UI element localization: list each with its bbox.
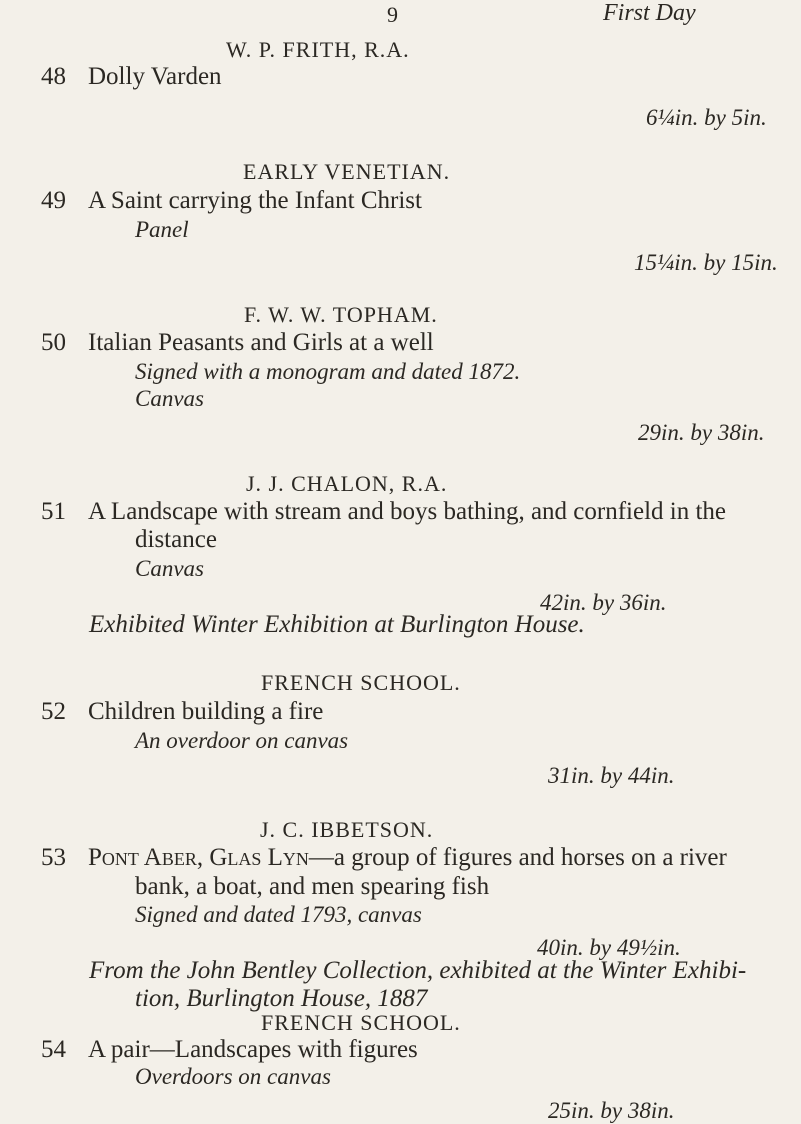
lot-number: 52 xyxy=(41,698,66,725)
lot-title xyxy=(88,844,727,872)
lot-title: Dolly Varden xyxy=(88,63,222,90)
lot-title-description: —a group of figures and horses on a river xyxy=(308,844,727,871)
lot-medium: Panel xyxy=(135,217,189,242)
lot-signature: Signed and dated 1793, canvas xyxy=(135,902,422,927)
lot-title-place: Pont Aber, Glas Lyn xyxy=(88,844,309,871)
lot-number: 49 xyxy=(41,187,66,214)
lot-dimensions: 25in. by 38in. xyxy=(548,1098,675,1123)
artist-name: J. J. CHALON, R.A. xyxy=(246,471,448,496)
lot-medium: Canvas xyxy=(135,386,204,411)
lot-title-continued: distance xyxy=(135,526,217,553)
lot-number: 48 xyxy=(41,63,66,90)
lot-title: A pair—Landscapes with figures xyxy=(88,1036,418,1063)
lot-number: 53 xyxy=(41,844,66,871)
lot-medium: Canvas xyxy=(135,556,204,581)
lot-provenance-note-line2: tion, Burlington House, 1887 xyxy=(135,985,428,1012)
artist-name: J. C. IBBETSON. xyxy=(260,817,434,842)
lot-exhibition-note: Exhibited Winter Exhibition at Burlington House. xyxy=(89,611,585,638)
lot-medium: An overdoor on canvas xyxy=(135,728,349,753)
lot-dimensions: 31in. by 44in. xyxy=(548,763,675,788)
lot-dimensions: 40in. by 49½in. xyxy=(537,935,681,960)
lot-dimensions: 42in. by 36in. xyxy=(540,590,667,615)
artist-name: F. W. W. TOPHAM. xyxy=(244,302,438,327)
lot-title: A Landscape with stream and boys bathing, and cornfield in the xyxy=(88,498,727,525)
lot-number: 54 xyxy=(41,1036,66,1063)
artist-name: W. P. FRITH, R.A. xyxy=(226,37,410,62)
lot-title: Italian Peasants and Girls at a well xyxy=(88,329,434,356)
section-header: First Day xyxy=(603,0,696,26)
lot-provenance-note-line1: From the John Bentley Collection, exhibited at the Winter Exhibi- xyxy=(89,957,747,984)
lot-signature: Signed with a monogram and dated 1872. xyxy=(135,359,521,384)
lot-number: 51 xyxy=(41,498,66,525)
lot-medium: Overdoors on canvas xyxy=(135,1064,331,1089)
lot-title: Children building a fire xyxy=(88,698,324,725)
artist-name: FRENCH SCHOOL. xyxy=(261,670,461,695)
page-number: 9 xyxy=(387,2,398,27)
lot-dimensions: 6¼in. by 5in. xyxy=(646,105,767,130)
artist-name: EARLY VENETIAN. xyxy=(243,159,451,184)
lot-dimensions: 29in. by 38in. xyxy=(638,420,765,445)
lot-title: A Saint carrying the Infant Christ xyxy=(88,187,422,214)
artist-name: FRENCH SCHOOL. xyxy=(261,1010,461,1035)
lot-number: 50 xyxy=(41,329,66,356)
lot-title-continued: bank, a boat, and men spearing fish xyxy=(135,873,490,900)
lot-dimensions: 15¼in. by 15in. xyxy=(634,250,778,275)
